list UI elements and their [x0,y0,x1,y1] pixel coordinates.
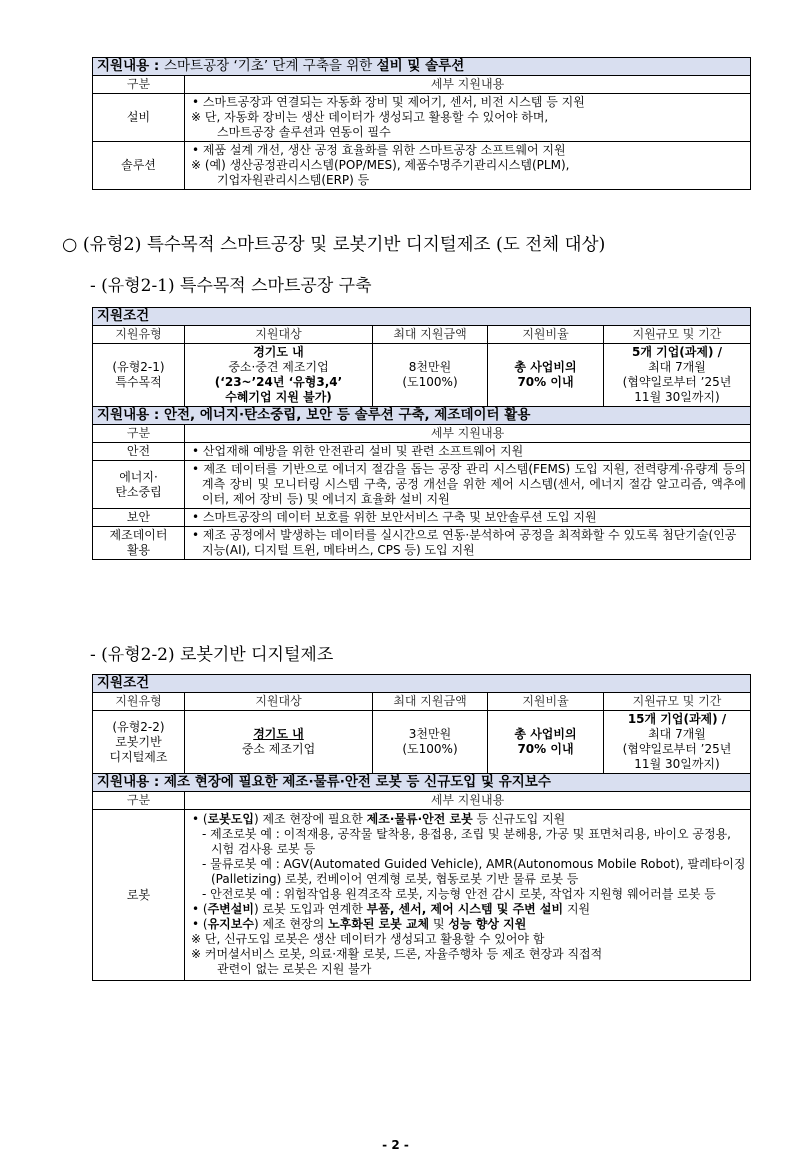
section-heading-type2: ○ (유형2) 특수목적 스마트공장 및 로봇기반 디지털제조 (도 전체 대상) [62,235,606,255]
max-amount: 8천만원 (도100%) [373,344,488,407]
support-target: 경기도 내 중소·중견 제조기업 (‘23~’24년 ‘유형3,4’ 수혜기업 지원 불가) [185,344,373,407]
column-header-target: 지원대상 [185,693,373,711]
support-ratio: 총 사업비의 70% 이내 [488,711,604,774]
row-category: 로봇 [93,810,185,981]
row-detail: • (로봇도입) 제조 현장에 필요한 제조·물류·안전 로봇 등 신규도입 지원 - 제조로봇 예 : 이적재용, 공작물 탈착용, 용접용, 조립 및 분해용, 가공 및 표면처리용, 바이오 공정용, 시험 검사용 로봇 등 - 물류로봇 예 : AGV(Automated Guided Vehicle), AMR(Autonomous Mobile Robot), 팔레타이징(Palletizing) 로봇, 컨베이어 연계형 로봇, 협동로봇 기반 물류 로봇 등 - 안전로봇 예 : 위험작업용 원격조작 로봇, 지능형 안전 감시 로봇, 작업자 지원형 웨어러블 로봇 등 • (주변설비) 로봇 도입과 연계한 부품, 센서, 제어 시스템 및 주변 설비 지원 • (유지보수) 제조 현장의 노후화된 로봇 교체 및 성능 향상 지원 ※ 단, 신규도입 로봇은 생산 데이터가 생성되고 활용할 수 있어야 함 ※ 커머셜서비스 로봇, 의료·재활 로봇, 드론, 자율주행차 등 제조 현장과 직접적 관련이 없는 로봇은 지원 불가 [185,810,751,981]
table-row [93,527,751,560]
table-row [93,509,751,527]
row-category: 에너지· 탄소중립 [93,461,185,509]
support-table-basic [92,57,751,190]
column-header-category: 구분 [93,76,185,94]
row-category: 솔루션 [93,142,185,190]
column-header-type: 지원유형 [93,326,185,344]
support-target: 경기도 내 중소 제조기업 [185,711,373,774]
conditions-header: 지원조건 [93,308,751,326]
support-type: (유형2-2) 로봇기반 디지털제조 [93,711,185,774]
row-category: 설비 [93,94,185,142]
column-header-target: 지원대상 [185,326,373,344]
column-header-ratio: 지원비율 [488,693,604,711]
column-header-detail: 세부 지원내용 [185,425,751,443]
column-header-ratio: 지원비율 [488,326,604,344]
support-table-type2-2 [92,674,751,981]
table-row [93,443,751,461]
column-header-detail: 세부 지원내용 [185,76,751,94]
column-header-amount: 최대 지원금액 [373,693,488,711]
support-ratio: 총 사업비의 70% 이내 [488,344,604,407]
row-detail: • 스마트공장의 데이터 보호를 위한 보안서비스 구축 및 보안솔루션 도입 지원 [185,509,751,527]
row-category: 제조데이터 활용 [93,527,185,560]
column-header-category: 구분 [93,425,185,443]
section-heading-type2-1: - (유형2-1) 특수목적 스마트공장 구축 [90,276,372,296]
column-header-scale: 지원규모 및 기간 [604,693,751,711]
max-amount: 3천만원 (도100%) [373,711,488,774]
column-header-amount: 최대 지원금액 [373,326,488,344]
row-detail: • 제품 설계 개선, 생산 공정 효율화를 위한 스마트공장 소프트웨어 지원 ※ (예) 생산공정관리시스템(POP/MES), 제품수명주기관리시스템(PLM), 기업자원관리시스템(ERP) 등 [185,142,751,190]
row-category: 안전 [93,443,185,461]
row-category: 보안 [93,509,185,527]
support-scale: 15개 기업(과제) / 최대 7개월 (협약일로부터 ’25년 11월 30일까지) [604,711,751,774]
conditions-header: 지원조건 [93,675,751,693]
support-type: (유형2-1) 특수목적 [93,344,185,407]
row-detail: • 제조 공정에서 발생하는 데이터를 실시간으로 연동·분석하여 공정을 최적화할 수 있도록 첨단기술(인공지능(AI), 디지털 트윈, 메타버스, CPS 등) 도입 지원 [185,527,751,560]
support-scale: 5개 기업(과제) / 최대 7개월 (협약일로부터 ’25년 11월 30일까지) [604,344,751,407]
row-detail: • 스마트공장과 연결되는 자동화 장비 및 제어기, 센서, 비전 시스템 등 지원 ※ 단, 자동화 장비는 생산 데이터가 생성되고 활용할 수 있어야 하며, 스마트공장 솔루션과 연동이 필수 [185,94,751,142]
row-detail: • 제조 데이터를 기반으로 에너지 절감을 돕는 공장 관리 시스템(FEMS) 도입 지원, 전력량계·유량계 등의 계측 장비 및 모니터링 시스템 구축, 공정 개선을 위한 제어 시스템(센서, 에너지 절감 알고리즘, 액추에이터, 제어 장비 등) 및 에너지 효율화 설비 지원 [185,461,751,509]
row-detail: • 산업재해 예방을 위한 안전관리 설비 및 관련 소프트웨어 지원 [185,443,751,461]
column-header-type: 지원유형 [93,693,185,711]
page-number: - 2 - [382,1138,409,1152]
column-header-category: 구분 [93,792,185,810]
column-header-detail: 세부 지원내용 [185,792,751,810]
table-row [93,142,751,190]
content-header: 지원내용 : 제조 현장에 필요한 제조·물류·안전 로봇 등 신규도입 및 유지보수 [93,774,751,792]
table-row [93,94,751,142]
column-header-scale: 지원규모 및 기간 [604,326,751,344]
support-table-type2-1 [92,307,751,560]
table-header: 지원내용 : 스마트공장 ‘기초’ 단계 구축을 위한 설비 및 솔루션 [93,58,751,76]
table-row [93,810,751,981]
table-row [93,461,751,509]
content-header: 지원내용 : 안전, 에너지·탄소중립, 보안 등 솔루션 구축, 제조데이터 활용 [93,407,751,425]
section-heading-type2-2: - (유형2-2) 로봇기반 디지털제조 [90,645,334,665]
